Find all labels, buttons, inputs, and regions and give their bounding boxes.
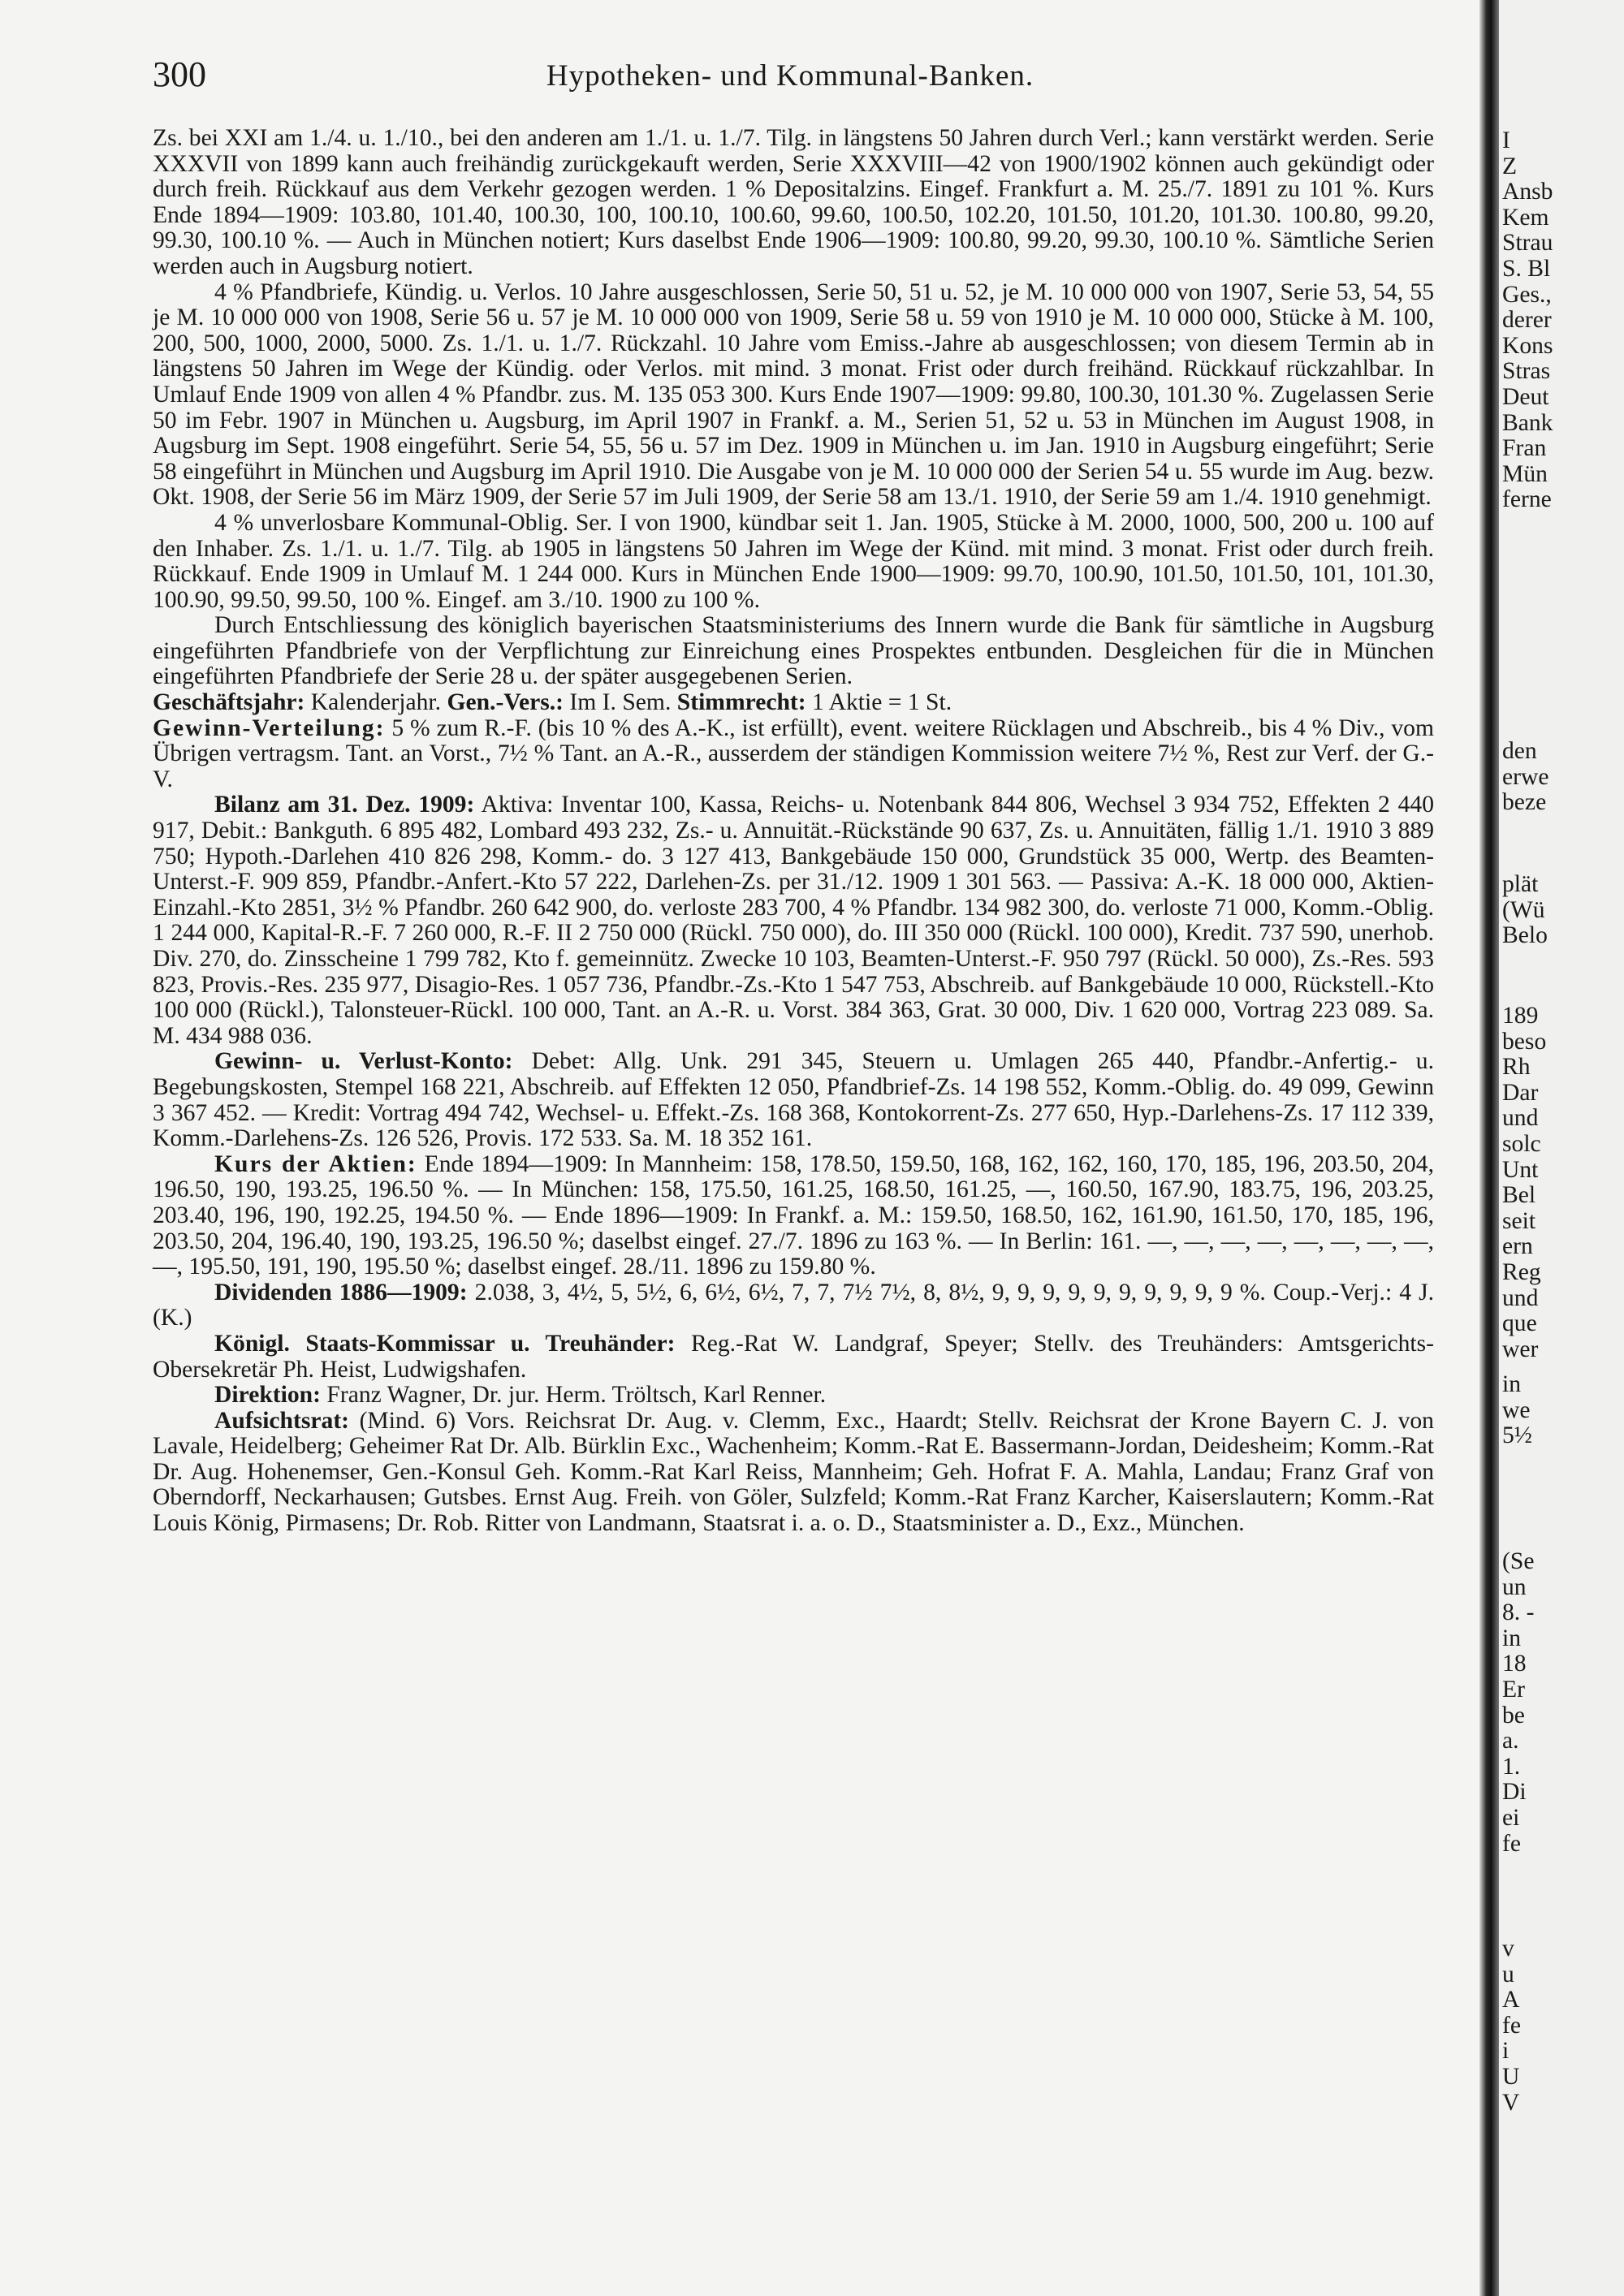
paragraph-kommunal-oblig: 4 % unverlosbare Kommunal-Oblig. Ser. I von 1900, kündbar seit 1. Jan. 1905, Stücke à M. 2000, 1000, 500, 200 u. 100 auf den Inhaber. Zs. 1./1. u. 1./7. Tilg. ab 1905 in längstens 50 Jahren im Wege der Künd. mit mind. 3 monat. Frist oder durch freih. Rückkauf. Ende 1909 in Umlauf M. 1 244 000. Kurs in München Ende 1900—1909: 99.70, 100.90, 101.50, 101.50, 101, 101.30, 100.90, 99.50, 99.50, 100 %. Eingef. am 3./10. 1900 zu 100 %. (153, 509, 1434, 613)
adjacent-page-fragment: Dar (1502, 1079, 1539, 1106)
section-staats-kommissar (153, 1331, 1434, 1383)
guv-label: Gewinn- u. Verlust-Konto: (214, 1048, 513, 1075)
stimmrecht-text: 1 Aktie = 1 St. (812, 689, 952, 716)
adjacent-page-fragment: Reg (1502, 1259, 1541, 1285)
adjacent-page-fragment: erwe (1502, 763, 1549, 790)
adjacent-page-fragment: a. (1502, 1728, 1519, 1754)
adjacent-page-fragment: beze (1502, 789, 1547, 816)
adjacent-page-fragment: (Se (1502, 1548, 1535, 1574)
geschaeftsjahr-text: Kalenderjahr. (310, 689, 442, 716)
gewinnvert-text: 5 % zum R.-F. (bis 10 % des A.-K., ist erfüllt), event. weitere Rücklagen und Abschreib., bis 4 % Div., vom Übrigen vertragsm. Tant. an Vorst., 7½ % Tant. an A.-R., ausserdem der ständigen Kommission weitere 7½ %, Rest zur Verf. der G.-V. (153, 714, 1434, 792)
adjacent-page-fragment: in (1502, 1371, 1522, 1397)
paragraph-entschliessung: Durch Entschliessung des königlich bayerischen Staatsministeriums des Innern wurde die Bank für sämtliche in Augsburg eingeführten Pfandbriefe von der Verpflichtung zur Einreichung eines Prospektes entbunden. Desgleichen für die in München eingeführten Pfandbriefe der Serie 28 u. der später ausgegebenen Serien. (153, 612, 1434, 690)
adjacent-page-fragment: ei (1502, 1805, 1520, 1831)
adjacent-page-fragment: 1. (1502, 1753, 1521, 1780)
guv-text: Debet: Allg. Unk. 291 345, Steuern u. Umlagen 265 440, Pfandbr.-Anfertig.- u. Begebungskosten, Stempel 168 221, Abschreib. auf Effekten 12 050, Pfandbrief-Zs. 14 198 552, Komm.-Oblig. do. 49 099, Gewinn 3 367 452. — Kredit: Vortrag 494 742, Wechsel- u. Effekt.-Zs. 168 368, Kontokorrent-Zs. 277 650, Hyp.-Darlehens-Zs. 17 112 339, Komm.-Darlehens-Zs. 126 526, Provis. 172 533. Sa. M. 18 352 161. (153, 1048, 1434, 1152)
kommissar-label: Königl. Staats-Kommissar u. Treuhänder: (214, 1330, 676, 1357)
adjacent-page-fragment: u (1502, 1961, 1514, 1987)
adjacent-page-edge (1499, 0, 1624, 2296)
kurs-text: Ende 1894—1909: In Mannheim: 158, 178.50, 159.50, 168, 162, 162, 160, 170, 185, 196, 203.50, 204, 196.50, 190, 193.25, 196.50 %. — In München: 158, 175.50, 161.25, 168.50, 161.25, —, 160.50, 167.90, 183.75, 196, 203.25, 203.40, 196, 190, 192.25, 194.50 %. — Ende 1896—1909: In Frankf. a. M.: 159.50, 168.50, 162, 161.90, 161.50, 170, 185, 196, 203.50, 204, 196.40, 190, 193.25, 196.50 %; daselbst eingef. 27./7. 1896 zu 163 %. — In Berlin: 161. —, —, —, —, —, —, —, —, —, 195.50, 191, 190, 195.50 %; daselbst eingef. 28./11. 1896 zu 159.80 %. (153, 1150, 1434, 1280)
section-bilanz (153, 792, 1434, 1049)
adjacent-page-fragment: Bel (1502, 1182, 1536, 1209)
adjacent-page-fragment: Ges., (1502, 281, 1552, 308)
adjacent-page-fragment: Er (1502, 1677, 1525, 1703)
aufsichtsrat-text: (Mind. 6) Vors. Reichsrat Dr. Aug. v. Clemm, Exc., Haardt; Stellv. Reichsrat der Krone Bayern C. J. von Lavale, Heidelberg; Geheimer Rat Dr. Alb. Bürklin Exc., Wachenheim; Komm.-Rat E. Bassermann-Jordan, Deidesheim; Komm.-Rat Dr. Aug. Hohenemser, Gen.-Konsul Geh. Komm.-Rat Karl Reiss, Mannheim; Geh. Hofrat F. A. Mahla, Landau; Franz Graf von Oberndorff, Neckarhausen; Gutsbes. Ernst Aug. Freih. von Göler, Sulzfeld; Komm.-Rat Franz Karcher, Kaiserslautern; Komm.-Rat Louis König, Pirmasens; Dr. Rob. Ritter von Landmann, Staatsrat i. a. o. D., Staatsminister a. D., Exz., München. (153, 1407, 1434, 1537)
adjacent-page-fragment: seit (1502, 1207, 1536, 1234)
adjacent-page-fragment: Strau (1502, 230, 1553, 257)
bilanz-text: Aktiva: Inventar 100, Kassa, Reichs- u. Notenbank 844 806, Wechsel 3 934 752, Effekten 2 440 917, Debit.: Bankguth. 6 895 482, Lombard 493 232, Zs.- u. Annuität.-Rückstände 90 637, Zs. u. Annuitäten, fällig 1./1. 1910 3 889 750; Hypoth.-Darlehen 410 826 298, Komm.- do. 3 127 413, Bankgebäude 150 000, Grundstück 35 000, Wertp. des Beamten-Unterst.-F. 909 859, Pfandbr.-Anfert.-Kto 57 222, Darlehen-Zs. per 31./12. 1909 1 301 563. — Passiva: A.-K. 18 000 000, Aktien-Einzahl.-Kto 2851, 3½ % Pfandbr. 260 642 900, do. verloste 283 700, 4 % Pfandbr. 134 982 300, do. verloste 71 000, Komm.-Oblig. 1 244 000, Kapital-R.-F. 7 260 000, R.-F. II 2 750 000 (Rückl. 750 000), do. III 350 000 (Rückl. 100 000), Kredit. 737 590, unerhob. Div. 270, do. Zinsscheine 1 799 782, Kto f. gemeinnütz. Zwecke 10 103, Beamten-Unterst.-F. 950 797 (Rückl. 50 000), Zs.-Res. 593 823, Provis.-Res. 235 977, Disagio-Res. 1 057 736, Pfandbr.-Zs.-Kto 1 547 753, Abschreib. auf Bankgebäude 10 000, Rückstell.-Kto 100 000 (Rückl.), Talonsteuer-Rückl. 100 000, Tant. an A.-R. u. Vorst. 384 363, Grat. 30 000, Div. 1 620 000, Vortrag 223 089. Sa. M. 434 988 036. (153, 792, 1434, 1049)
adjacent-page-fragment: 8. - (1502, 1599, 1535, 1626)
kommissar-text: Reg.-Rat W. Landgraf, Speyer; Stellv. des Treuhänders: Amtsgerichts-Obersekretär Ph. Heist, Ludwigshafen. (153, 1330, 1434, 1383)
paragraph-pfandbriefe-4pct: 4 % Pfandbriefe, Kündig. u. Verlos. 10 Jahre ausgeschlossen, Serie 50, 51 u. 52, je M. 10 000 000 von 1907, Serie 53, 54, 55 je M. 10 000 000 von 1908, Serie 56 u. 57 je M. 10 000 000 von 1909, Serie 58 u. 59 von 1910 je M. 10 000 000, Stücke à M. 100, 200, 500, 1000, 2000, 5000. Zs. 1./1. u. 1./7. Rückzahl. 10 Jahre vom Emiss.-Jahre ab ausgeschlossen; von diesem Termin ab in längstens 50 Jahren im Wege der Kündig. oder Verlos. mit mind. 3 monat. Frist oder durch freihänd. Rückkauf rückzahlbar. In Umlauf Ende 1909 von allen 4 % Pfandbr. zus. M. 135 053 300. Kurs Ende 1907—1909: 99.80, 100.30, 101.30 %. Zugelassen Serie 50 im Febr. 1907 in München u. Augsburg, im April 1907 in Frankf. a. M., Serien 51, 52 u. 53 in München im August 1908, in Augsburg im Sept. 1908 eingeführt. Serie 54, 55, 56 u. 57 im Dez. 1909 in München u. im Jan. 1910 in Augsburg eingeführt; Serie 58 eingeführt in München und Augsburg im April 1910. Die Ausgabe von je M. 10 000 000 der Serien 54 u. 55 wurde im Aug. bezw. Okt. 1908, der Serie 56 im März 1909, der Serie 57 im Juli 1909, der Serie 58 am 13./1. 1910, der Serie 59 am 1./4. 1910 genehmigt. (153, 278, 1434, 511)
adjacent-page-fragment: U (1502, 2064, 1520, 2090)
adjacent-page-fragment: den (1502, 738, 1537, 764)
div-text: 2.038, 3, 4½, 5, 5½, 6, 6½, 6½, 7, 7, 7½ 7½, 8, 8½, 9, 9, 9, 9, 9, 9, 9, 9, 9, 9 %. Coup.-Verj.: 4 J. (K.) (153, 1279, 1434, 1331)
adjacent-page-fragment: 189 (1502, 1003, 1539, 1029)
adjacent-page-fragment: 5½ (1502, 1422, 1532, 1449)
adjacent-page-fragment: Bank (1502, 409, 1553, 436)
section-dividenden (153, 1280, 1434, 1331)
adjacent-page-fragment: plät (1502, 871, 1539, 897)
adjacent-page-fragment: un (1502, 1573, 1527, 1600)
section-geschaeftsjahr (153, 690, 1434, 716)
adjacent-page-fragment: derer (1502, 307, 1552, 334)
adjacent-page-fragment: Kons (1502, 332, 1553, 359)
adjacent-page-fragment: (Wü (1502, 896, 1545, 923)
adjacent-page-fragment: Rh (1502, 1054, 1531, 1081)
adjacent-page-fragment: V (1502, 2089, 1520, 2116)
geschaeftsjahr-label: Geschäftsjahr: (153, 689, 305, 716)
bilanz-label: Bilanz am 31. Dez. 1909: (214, 792, 475, 818)
adjacent-page-fragment: Ansb (1502, 179, 1553, 205)
div-label: Dividenden 1886—1909: (214, 1279, 468, 1306)
genvers-label: Gen.-Vers.: (447, 689, 564, 716)
adjacent-page-fragment: Z (1502, 153, 1518, 179)
adjacent-page-fragment: Mün (1502, 460, 1548, 487)
adjacent-page-fragment: be (1502, 1702, 1525, 1728)
genvers-text: Im I. Sem. (569, 689, 672, 716)
adjacent-page-fragment: I (1502, 127, 1510, 153)
adjacent-page-fragment: wer (1502, 1336, 1539, 1362)
running-title: Hypotheken- und Kommunal-Banken. (546, 59, 1034, 93)
direktion-text: Franz Wagner, Dr. jur. Herm. Tröltsch, Karl Renner. (326, 1382, 827, 1409)
adjacent-page-fragment: Di (1502, 1779, 1527, 1806)
adjacent-page-fragment: fe (1502, 1830, 1521, 1857)
adjacent-page-fragment: und (1502, 1284, 1539, 1311)
adjacent-page-fragment: beso (1502, 1028, 1547, 1055)
section-gewinn-verteilung (153, 716, 1434, 793)
paragraph-pfandbriefe-serien: Zs. bei XXI am 1./4. u. 1./10., bei den anderen am 1./1. u. 1./7. Tilg. in längstens 50 Jahren durch Verl.; kann verstärkt werden. Serie XXXVII von 1899 kann auch freihändig zurückgekauft werden, Serie XXXVIII—42 von 1900/1902 können auch gekündigt oder durch freih. Rückkauf aus dem Verkehr gezogen werden. 1 % Depositalzins. Eingef. Frankfurt a. M. 25./7. 1891 zu 101 %. Kurs Ende 1894—1909: 103.80, 101.40, 100.30, 100, 100.10, 100.60, 99.60, 100.50, 102.20, 101.50, 101.20, 101.30. 100.80, 99.20, 99.30, 100.10 %. — Auch in München notiert; Kurs daselbst Ende 1906—1909: 100.80, 99.20, 99.30, 100.10 %. Sämtliche Serien werden auch in Augsburg notiert. (153, 125, 1434, 279)
adjacent-page-fragment: que (1502, 1310, 1537, 1337)
book-gutter-shadow (1479, 0, 1499, 2296)
adjacent-page-fragment: ern (1502, 1233, 1533, 1260)
adjacent-page-fragment: Unt (1502, 1156, 1539, 1183)
adjacent-page-fragment: we (1502, 1396, 1531, 1423)
adjacent-page-fragment: solc (1502, 1131, 1541, 1157)
adjacent-page-fragment: Deut (1502, 384, 1549, 410)
adjacent-page-fragment: in (1502, 1625, 1522, 1651)
adjacent-page-fragment: und (1502, 1105, 1539, 1132)
section-aufsichtsrat (153, 1409, 1434, 1537)
page-number: 300 (153, 54, 206, 94)
section-gewinn-verlust (153, 1049, 1434, 1151)
page-body (153, 126, 1434, 1537)
adjacent-page-fragment: Kem (1502, 204, 1549, 231)
direktion-label: Direktion: (214, 1382, 321, 1409)
kurs-label: Kurs der Aktien: (214, 1150, 417, 1177)
adjacent-page-fragment: 18 (1502, 1651, 1527, 1677)
adjacent-page-fragment: Fran (1502, 435, 1547, 462)
gewinnvert-label: Gewinn-Verteilung: (153, 714, 386, 741)
aufsichtsrat-label: Aufsichtsrat: (214, 1407, 350, 1434)
adjacent-page-fragment: Belo (1502, 922, 1548, 949)
adjacent-page-fragment: v (1502, 1936, 1514, 1962)
adjacent-page-fragment: ferne (1502, 486, 1552, 513)
page-header (153, 54, 1427, 102)
section-direktion (153, 1383, 1434, 1409)
adjacent-page-fragment: S. Bl (1502, 256, 1551, 282)
stimmrecht-label: Stimmrecht: (676, 689, 806, 716)
adjacent-page-fragment: fe (1502, 2012, 1521, 2039)
adjacent-page-fragment: i (1502, 2038, 1510, 2065)
section-kurs-aktien (153, 1152, 1434, 1280)
adjacent-page-fragment: Stras (1502, 358, 1551, 385)
adjacent-page-fragment: A (1502, 1987, 1520, 2013)
